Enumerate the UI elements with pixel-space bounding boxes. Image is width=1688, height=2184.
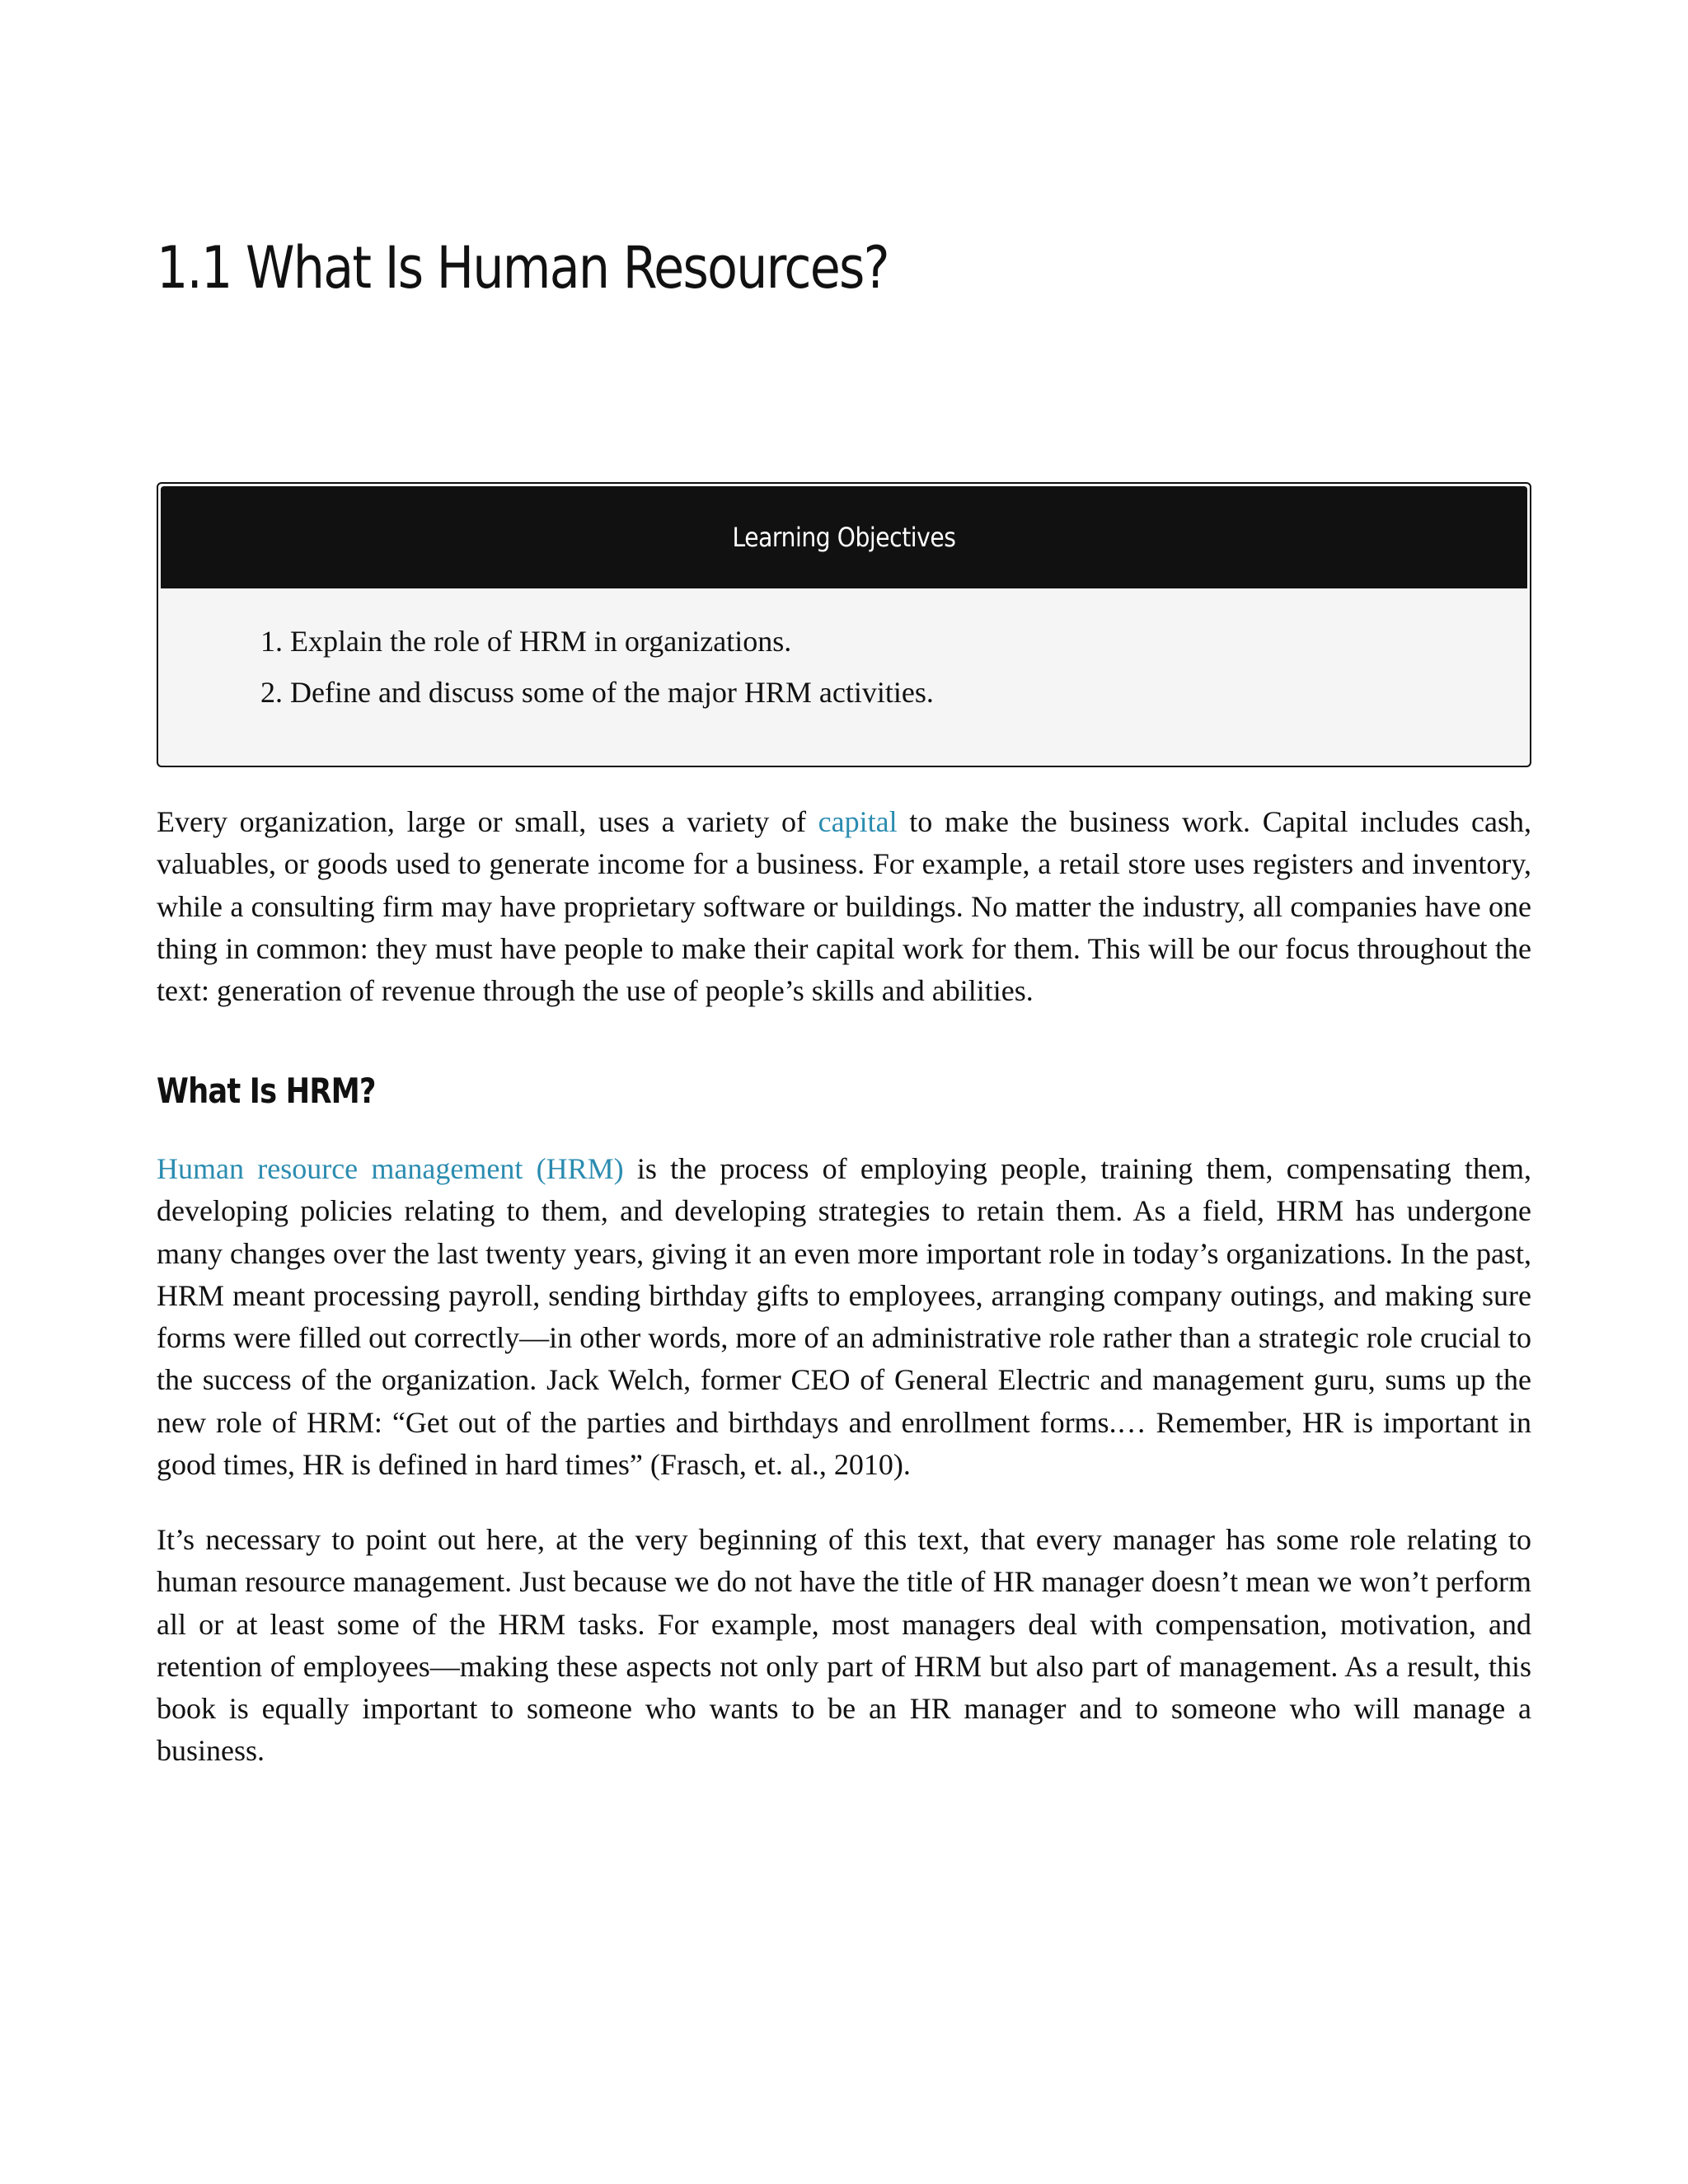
intro-text-after-link: to make the business work. Capital includes cash, valuables, or goods used to generate income for a business. For example, a retail store uses registers and inventory, while a consulting firm may have proprietary software or buildings. No matter the industry, all companies have one thing in common: they must have people to make their capital work for them. This will be our focus throughout the text: generation of revenue through the use of people’s skills and abilities. [157,805,1531,1008]
learning-objectives-header [161,486,1527,588]
learning-objectives-box [157,482,1531,767]
learning-objectives-title: Learning Objectives [732,522,956,553]
capital-link[interactable]: capital [818,805,898,838]
intro-text-before-link: Every organization, large or small, uses a variety of [157,805,818,838]
objective-item: 1. Explain the role of HRM in organizations. [260,625,792,658]
section-heading-what-is-hrm: What Is HRM? [157,1071,376,1111]
hrm-link[interactable]: Human resource management (HRM) [157,1152,624,1185]
intro-paragraph [157,801,1531,1012]
chapter-title: 1.1 What Is Human Resources? [157,234,889,302]
learning-objectives-list [260,616,934,718]
hrm-definition-paragraph [157,1148,1531,1486]
objective-item: 2. Define and discuss some of the major HRM activities. [260,676,934,709]
manager-role-paragraph: It’s necessary to point out here, at the very beginning of this text, that every manager has some role relating to human resource management. Just because we do not have the title of HR manager doesn’t mean we won’t perform all or at least some of the HRM tasks. For example, most managers deal with compensation, motivation, and retention of employees—making these aspects not only part of HRM but also part of management. As a result, this book is equally important to someone who wants to be an HR manager and to someone who will manage a business. [157,1523,1531,1768]
hrm-definition-text: is the process of employing people, training them, compensating them, developing policies relating to them, and developing strategies to retain them. As a field, HRM has undergone many changes over the last twenty years, giving it an even more important role in today’s organizations. In the past, HRM meant processing payroll, sending birthday gifts to employees, arranging company outings, and making sure forms were filled out correctly—in other words, more of an administrative role rather than a strategic role crucial to the success of the organization. Jack Welch, former CEO of General Electric and management guru, sums up the new role of HRM: “Get out of the parties and birthdays and enrollment forms.… Remember, HR is important in good times, HR is defined in hard times” (Frasch, et. al., 2010). [157,1152,1531,1482]
